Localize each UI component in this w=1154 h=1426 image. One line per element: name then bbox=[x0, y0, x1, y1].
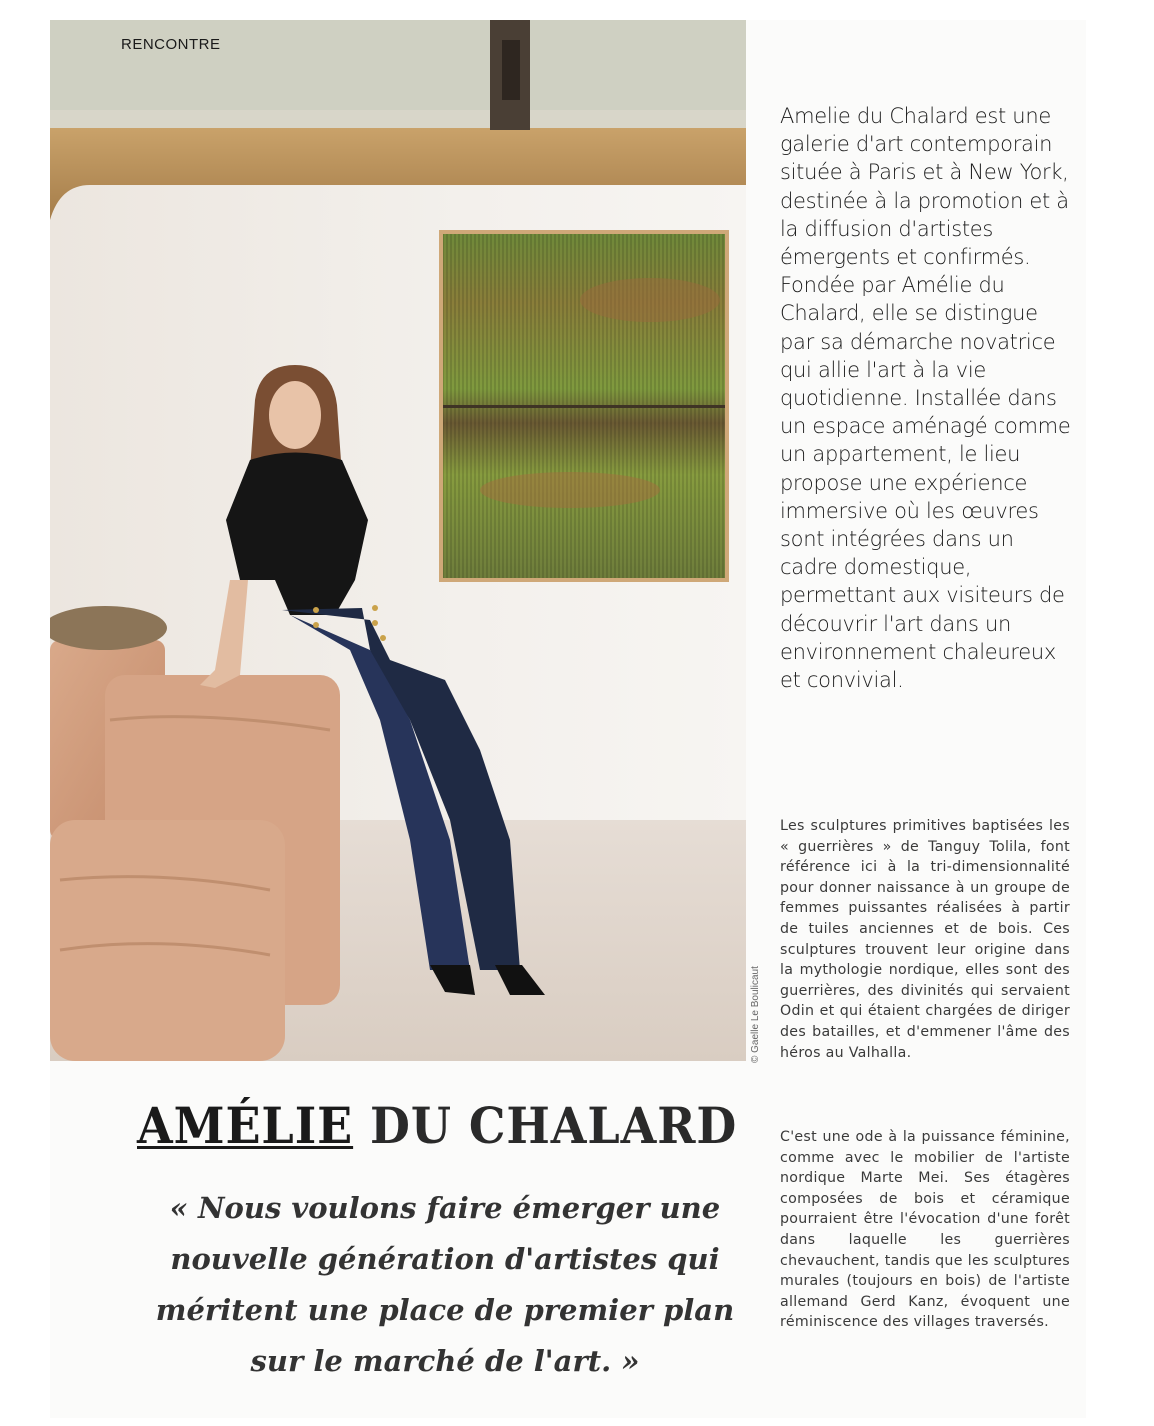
article-title bbox=[137, 1096, 738, 1155]
photo-credit-text: © Gaelle Le Boulicaut bbox=[750, 966, 761, 1063]
title-first-name: AMÉLIE bbox=[137, 1096, 354, 1155]
section-label: RENCONTRE bbox=[121, 36, 221, 53]
pull-quote: « Nous voulons faire émerger une nouvelle génération d'artistes qui méritent une place de premier plan sur le marché de l'art. » bbox=[155, 1191, 735, 1378]
title-last-name: DU CHALARD bbox=[353, 1096, 738, 1155]
photo-credit bbox=[748, 940, 766, 1065]
portrait-photo bbox=[50, 20, 746, 1061]
caption-paragraph-1: Les sculptures primitives baptisées les « guerrières » de Tanguy Tolila, font référence ici à la tri-dimensionnalité pour donner naissance à un groupe de femmes puissantes réalisées à partir de tuiles anciennes et de bois. Ces sculptures trouvent leur origine dans la mythologie nordique, elles sont des guerrières, des divinités qui servaient Odin et qui étaient chargées de diriger des batailles, et d'emmener l'âme des héros au Valhalla. bbox=[780, 818, 1070, 1061]
caption-paragraph-2: C'est une ode à la puissance féminine, comme avec le mobilier de l'artiste nordique Marte Mei. Ses étagères composées de bois et céramique pourraient être l'évocation d'une forêt dans laquelle les guerrières chevauchent, tandis que les sculptures murales (toujours en bois) de l'artiste allemand Gerd Kanz, évoquent une réminiscence des villages traversés. bbox=[780, 1129, 1070, 1331]
intro-paragraph: Amelie du Chalard est une galerie d'art contemporain située à Paris et à New York, destinée à la promotion et à la diffusion d'artistes émergents et confirmés. Fondée par Amélie du Chalard, elle se distingue par sa démarche novatrice qui allie l'art à la vie quotidienne. Installée dans un espace aménagé comme un appartement, le lieu propose une expérience immersive où les œuvres sont intégrées dans un cadre domestique, permettant aux visiteurs de découvrir l'art dans un environnement chaleureux et convivial. bbox=[780, 104, 1071, 693]
